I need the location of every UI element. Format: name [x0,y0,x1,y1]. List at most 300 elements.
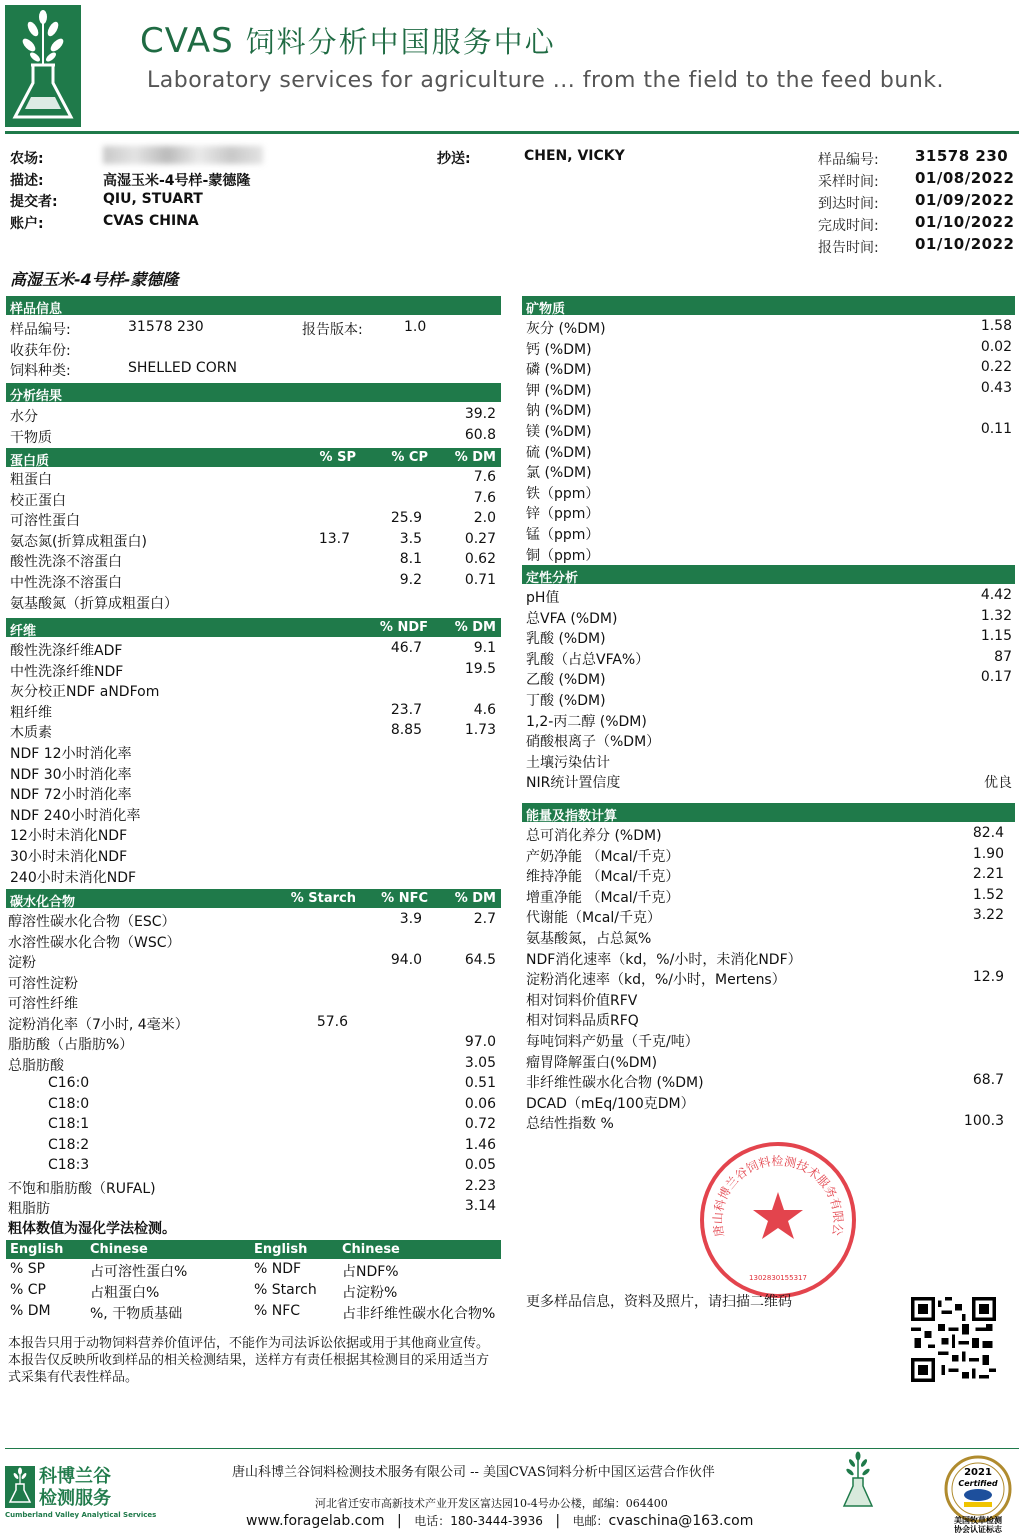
row-label: 磷 (%DM) [526,362,592,379]
sampled-date-label: 采样时间: [818,174,879,190]
row-label: 脂肪酸（占脂肪%） [8,1037,134,1053]
data-row [526,771,1014,791]
data-row [8,1197,498,1217]
contact-line: www.foragelab.com | 电话：180-3444-3936 | 电邮：cvaschina@163.com [246,1513,754,1529]
row-value: 3.22 [972,907,1004,924]
row-value: 0.72 [464,1116,496,1132]
data-row [526,689,1014,709]
arrived-date-value: 01/09/2022 [915,191,1015,209]
brand-name-cn: 饲料分析中国服务中心 [245,25,556,59]
row-value: 0.06 [464,1095,496,1112]
data-row [526,648,1014,668]
account-label: 账户: [10,216,44,232]
legend-meaning: 占粗蛋白% [90,1285,160,1301]
legend-code: % CP [10,1282,46,1298]
cvas-logo [5,5,81,127]
disclaimer [8,1335,489,1386]
row-label: 总VFA (%DM) [526,610,618,627]
email-label: 电邮： [572,1514,609,1528]
phone-label: 电话： [414,1514,451,1528]
email-link[interactable]: cvaschina@163.com [608,1513,754,1529]
completed-date-label: 完成时间: [818,218,879,234]
section-title: 矿物质 [526,302,566,317]
row-value: 25.9 [390,510,422,527]
row-value: 9.2 [399,572,422,588]
farm-label: 农场: [10,151,44,167]
completed-date-value: 01/10/2022 [915,213,1015,231]
report-date-label: 报告时间: [818,240,879,256]
row-value: 8.1 [399,551,422,568]
row-label: 代谢能（Mcal/千克） [526,910,661,927]
row-label: 镁 (%DM) [526,424,592,440]
row-value: 94.0 [390,952,422,968]
nfta-certified-badge [938,1455,1018,1533]
data-row [8,931,498,951]
row-value: 0.22 [980,359,1012,376]
data-row [526,1071,1014,1091]
row-value: 1.15 [980,628,1012,645]
farm-value-redacted [103,146,263,164]
row-label: 收获年份: [10,343,71,359]
row-label: 12小时未消化NDF [10,828,128,845]
row-label: 淀粉 [8,955,36,971]
section-title: 定性分析 [526,571,579,586]
row-label: 水分 [10,409,38,425]
row-label: pH值 [526,590,560,606]
data-row [10,680,500,700]
row-label: NDF 72小时消化率 [10,787,132,804]
row-value: 97.0 [464,1034,496,1050]
company-seal [698,1140,858,1300]
minerals-header [522,296,1015,315]
company-cn-line: 检测服务 [39,1488,111,1509]
row-label: 维持净能 （Mcal/千克） [526,869,680,886]
row-value: 3.5 [399,530,422,547]
row-label: 铜（ppm） [526,547,600,564]
row-label: 总可消化养分 (%DM) [526,828,662,844]
qr-code-icon[interactable] [911,1297,996,1382]
row-label: 粗纤维 [10,704,52,721]
row-value: 4.6 [473,701,496,718]
row-value: 3.14 [464,1198,496,1214]
data-row [8,1115,498,1135]
row-value: 9.1 [473,640,496,656]
sample-info-header [6,296,501,315]
data-row [8,1074,498,1094]
legend-meaning: 占NDF% [342,1264,399,1280]
row-value: 2.21 [972,866,1004,883]
legend-col-english: English [254,1242,308,1257]
row-value: 0.62 [464,551,496,568]
data-row [8,1013,498,1033]
section-title: 分析结果 [10,389,63,404]
row-label: 乳酸 (%DM) [526,631,606,648]
col-header-dm: % DM [454,891,496,906]
row-label: 醇溶性碳水化合物（ESC） [8,914,176,930]
row-label: 每吨饲料产奶量（千克/吨） [526,1034,699,1050]
row-label: 可溶性淀粉 [8,975,78,992]
qr-note: 更多样品信息，资料及照片，请扫描二维码 [526,1294,792,1310]
legend-meaning: 占可溶性蛋白% [90,1264,188,1280]
row-label: 乳酸（占总VFA%） [526,651,650,668]
row-label: 1,2-丙二醇 (%DM) [526,713,647,730]
energy-header [522,803,1015,822]
carbs-header [6,889,501,908]
svg-text:美国牧草检测: 美国牧草检测 [954,1516,1002,1525]
data-row [10,426,500,446]
submitter-label: 提交者: [10,194,58,210]
data-row [526,886,1014,906]
data-row [10,571,500,591]
row-label: 氨基酸氮（折算成粗蛋白） [10,595,178,612]
legend-code: % DM [10,1303,51,1319]
row-label: C18:2 [48,1136,90,1153]
data-row [526,906,1014,926]
row-label: 锰（ppm） [526,527,600,543]
row-label: 干物质 [10,430,52,446]
row-value: 13.7 [318,530,350,547]
row-label: 木质素 [10,725,52,742]
row-value: 12.9 [972,969,1004,986]
data-row [526,544,1014,564]
row-label: 中性洗涤不溶蛋白 [10,575,122,591]
legend-meaning: %, 干物质基础 [90,1306,183,1322]
data-row [8,972,498,992]
row-value: 60.8 [464,427,496,443]
row-value: 8.85 [390,722,422,739]
svg-text:1302830155317: 1302830155317 [749,1274,807,1282]
data-row [10,509,500,529]
data-row [526,668,1014,688]
row-label: 30小时未消化NDF [10,849,128,865]
account-value: CVAS CHINA [103,213,199,229]
row-label: 非纤维性碳水化合物 (%DM) [526,1075,704,1092]
harvest-year-row [10,339,500,359]
data-row [526,317,1014,337]
company-cn-line: 科博兰谷 [39,1466,111,1487]
row-value: 3.9 [399,911,422,927]
row-value: 1.32 [980,607,1012,624]
row-value: 87 [994,648,1012,665]
row-value: 0.71 [464,572,496,588]
row-label: 氨基酸氮，占总氮% [526,931,652,947]
data-row [526,627,1014,647]
row-value: 100.3 [963,1113,1004,1130]
data-row [526,865,1014,885]
data-row [526,461,1014,481]
row-label: 钾 (%DM) [526,382,592,399]
row-value: 31578 230 [128,319,204,335]
row-value: 7.6 [473,469,496,485]
row-label: 产奶净能 （Mcal/千克） [526,848,680,865]
col-header-starch: % Starch [290,891,356,906]
analysis-header [6,383,501,402]
row-label: C18:3 [48,1157,90,1173]
section-title: 纤维 [10,624,37,639]
header-divider [5,131,1019,134]
data-row [526,1092,1014,1112]
data-row [10,468,500,488]
data-row [8,1177,498,1197]
data-row [10,405,500,425]
footer-logo-icon [5,1466,35,1508]
row-label: 总结性指数 % [526,1116,614,1133]
data-row [10,845,500,865]
row-label: 饲料种类: [10,363,71,379]
row-value: 23.7 [390,701,422,718]
row-value: 68.7 [972,1072,1004,1089]
row-label: C16:0 [48,1075,90,1091]
row-value: 0.02 [980,338,1012,355]
data-row [526,730,1014,750]
row-value: 2.7 [473,911,496,927]
row-value: 39.2 [464,406,496,422]
partner-line: 唐山科博兰谷饲料检测技术服务有限公司 -- 美国CVAS饲料分析中国区运营合作伙伴 [232,1465,715,1480]
data-row [10,804,500,824]
data-row [8,1033,498,1053]
data-row [526,502,1014,522]
svg-text:唐山科博兰谷饲料检测技术服务有限公司: 唐山科博兰谷饲料检测技术服务有限公 [710,1154,846,1238]
sample-no-value: 31578 230 [915,147,1009,165]
row-label: 锌（ppm） [526,506,600,523]
disclaimer-line: 本报告仅反映所收到样品的相关检测结果，送样方有责任根据其检测目的采用适当方 [8,1353,490,1368]
row-label: 增重净能 （Mcal/千克） [526,889,680,906]
row-label: 硫 (%DM) [526,444,592,461]
desc-value: 高湿玉米-4号样-蒙德隆 [103,173,251,189]
data-row [526,927,1014,947]
protein-header [6,448,501,467]
wet-chem-note: 粗体数值为湿化学法检测。 [8,1221,176,1237]
row-label: 总脂肪酸 [8,1057,64,1074]
data-row [10,824,500,844]
row-label: 丁酸 (%DM) [526,693,606,709]
row-label: 可溶性蛋白 [10,513,80,530]
data-row [10,721,500,741]
row-label: 淀粉消化速率（kd，%/小时，Mertens） [526,972,786,989]
footer-flask-icon [838,1450,878,1512]
svg-text:Certified: Certified [958,1479,998,1488]
row-value: 46.7 [390,640,422,656]
section-title: 蛋白质 [10,454,50,469]
row-label: 氨态氮(折算成粗蛋白) [10,533,147,550]
data-row [10,701,500,721]
sampled-date-value: 01/08/2022 [915,169,1015,187]
brand-tagline: Laboratory services for agriculture ... from the field to the feed bunk. [147,68,945,93]
arrived-date-label: 到达时间: [818,196,879,212]
col-header-dm: % DM [454,620,496,635]
row-value: 4.42 [980,587,1012,603]
report-date-value: 01/10/2022 [915,235,1015,253]
address: 河北省迁安市高新技术产业开发区富达园10-4号办公楼，邮编：064400 [315,1497,668,1510]
data-row [8,910,498,930]
section-title: 能量及指数计算 [526,809,618,824]
row-label: 样品编号: [10,322,71,338]
cc-label: 抄送: [437,151,471,167]
row-label: 相对饲料品质RFQ [526,1013,639,1030]
row-value: 1.73 [464,722,496,739]
footer-divider [5,1448,1019,1449]
data-row [10,639,500,659]
disclaimer-line: 本报告只用于动物饲料营养价值评估，不能作为司法诉讼依据或用于其他商业宣传。 [8,1336,490,1351]
row-label: 相对饲料价值RFV [526,992,638,1009]
data-row [10,866,500,886]
data-row [8,1054,498,1074]
row-value: 1.46 [464,1136,496,1153]
row-label: 淀粉消化率（7小时, 4毫米） [8,1016,189,1033]
row-label: C18:0 [48,1095,90,1112]
data-row [10,742,500,762]
data-row [526,989,1014,1009]
col-header-ndf: % NDF [379,620,428,635]
report-title: 高湿玉米-4号样-蒙德隆 [10,270,179,289]
row-label: 240小时未消化NDF [10,869,137,886]
data-row [526,607,1014,627]
data-row [8,1156,498,1176]
brand-title [140,20,556,61]
footer-company-cn [39,1466,111,1510]
data-row [526,482,1014,502]
legend-col-chinese: Chinese [90,1242,148,1257]
legend-code: % NDF [254,1261,302,1277]
row-value: 1.90 [972,845,1004,862]
data-row [10,660,500,680]
row-label: 酸性洗涤不溶蛋白 [10,554,122,571]
legend-col-chinese: Chinese [342,1242,400,1257]
row-value: SHELLED CORN [128,360,237,376]
row-label: DCAD（mEq/100克DM） [526,1095,695,1112]
row-value: 2.23 [464,1177,496,1194]
svg-text:协会认证标志: 协会认证标志 [954,1525,1002,1533]
data-row [8,951,498,971]
row-label: NDF 30小时消化率 [10,766,132,783]
row-label: 中性洗涤纤维NDF [10,663,124,680]
row-label: 水溶性碳水化合物（WSC） [8,934,181,951]
flask-plant-icon [5,5,81,127]
version-value: 1.0 [404,319,427,335]
data-row [526,338,1014,358]
section-title: 碳水化合物 [10,895,76,910]
row-value: 0.17 [980,669,1012,686]
row-label: NDF 240小时消化率 [10,807,141,824]
data-row [526,1030,1014,1050]
data-row [526,586,1014,606]
row-label: 粗脂肪 [8,1201,50,1217]
data-row [526,845,1014,865]
legend-meaning: 占淀粉% [342,1285,398,1301]
data-row [8,1136,498,1156]
row-value: 0.27 [464,530,496,547]
version-label: 报告版本: [302,322,363,338]
row-label: 校正蛋白 [10,492,66,509]
row-value: 0.05 [464,1157,496,1173]
row-label: 粗蛋白 [10,472,52,488]
data-row [526,420,1014,440]
row-label: 灰分校正NDF aNDFom [10,684,160,701]
data-row [526,948,1014,968]
footer-company-en: Cumberland Valley Analytical Services [5,1511,157,1519]
submitter-value: QIU, STUART [103,191,203,207]
data-row [526,358,1014,378]
data-row [526,523,1014,543]
row-value: 82.4 [972,825,1004,841]
qualitative-header [522,565,1015,584]
col-header-sp: % SP [319,450,356,465]
row-value: 57.6 [316,1013,348,1030]
row-label: NDF消化速率（kd，%/小时，未消化NDF） [526,951,802,968]
data-row [10,783,500,803]
row-value: 64.5 [464,952,496,968]
website-link[interactable]: www.foragelab.com [246,1513,385,1529]
row-label: C18:1 [48,1116,90,1132]
row-label: 不饱和脂肪酸（RUFAL) [8,1180,156,1197]
data-row [8,1095,498,1115]
row-value: 1.58 [980,318,1012,334]
svg-text:2021: 2021 [964,1467,992,1478]
legend-code: % NFC [254,1303,301,1319]
fiber-header [6,618,501,637]
row-label: 钙 (%DM) [526,341,592,358]
legend-code: % SP [10,1261,46,1277]
row-label: 土壤污染估计 [526,754,610,771]
data-row [10,763,500,783]
section-title: 样品信息 [10,302,63,317]
legend-code: % Starch [254,1282,317,1298]
brand-name: CVAS [140,21,234,61]
disclaimer-line: 式采集有代表性样品。 [8,1370,139,1385]
row-value: 3.05 [464,1054,496,1071]
row-value: 1.52 [972,886,1004,903]
sample-no-label: 样品编号: [818,152,879,168]
data-row [526,1112,1014,1132]
row-value: 0.11 [980,421,1012,437]
data-row [10,592,500,612]
desc-label: 描述: [10,173,44,189]
phone-value: 180-3444-3936 [450,1514,543,1528]
data-row [526,968,1014,988]
col-header-dm: % DM [454,450,496,465]
data-row [526,441,1014,461]
row-label: 灰分 (%DM) [526,321,606,337]
row-value: 19.5 [464,660,496,677]
data-row [10,489,500,509]
row-label: 硝酸根离子（%DM） [526,734,661,751]
data-row [526,379,1014,399]
legend-meaning: 占非纤维性碳水化合物% [342,1306,496,1322]
cc-value: CHEN, VICKY [524,148,625,164]
data-row [8,992,498,1012]
row-value: 2.0 [473,510,496,527]
row-value: 7.6 [473,489,496,506]
row-label: NDF 12小时消化率 [10,746,132,762]
col-header-cp: % CP [391,450,428,465]
row-label: NIR统计置信度 [526,775,621,792]
sample-no-row [10,318,500,338]
data-row [526,751,1014,771]
row-label: 可溶性纤维 [8,996,78,1012]
row-label: 钠 (%DM) [526,403,592,420]
row-label: 乙酸 (%DM) [526,672,606,689]
row-value: 0.51 [464,1075,496,1091]
row-label: 酸性洗涤纤维ADF [10,643,123,659]
data-row [526,1051,1014,1071]
col-header-nfc: % NFC [381,891,428,906]
row-label: 氯 (%DM) [526,465,592,482]
data-row [526,710,1014,730]
row-label: 瘤胃降解蛋白(%DM) [526,1054,658,1071]
row-value: 优良 [984,775,1012,792]
data-row [526,1009,1014,1029]
row-value: 0.43 [980,379,1012,396]
